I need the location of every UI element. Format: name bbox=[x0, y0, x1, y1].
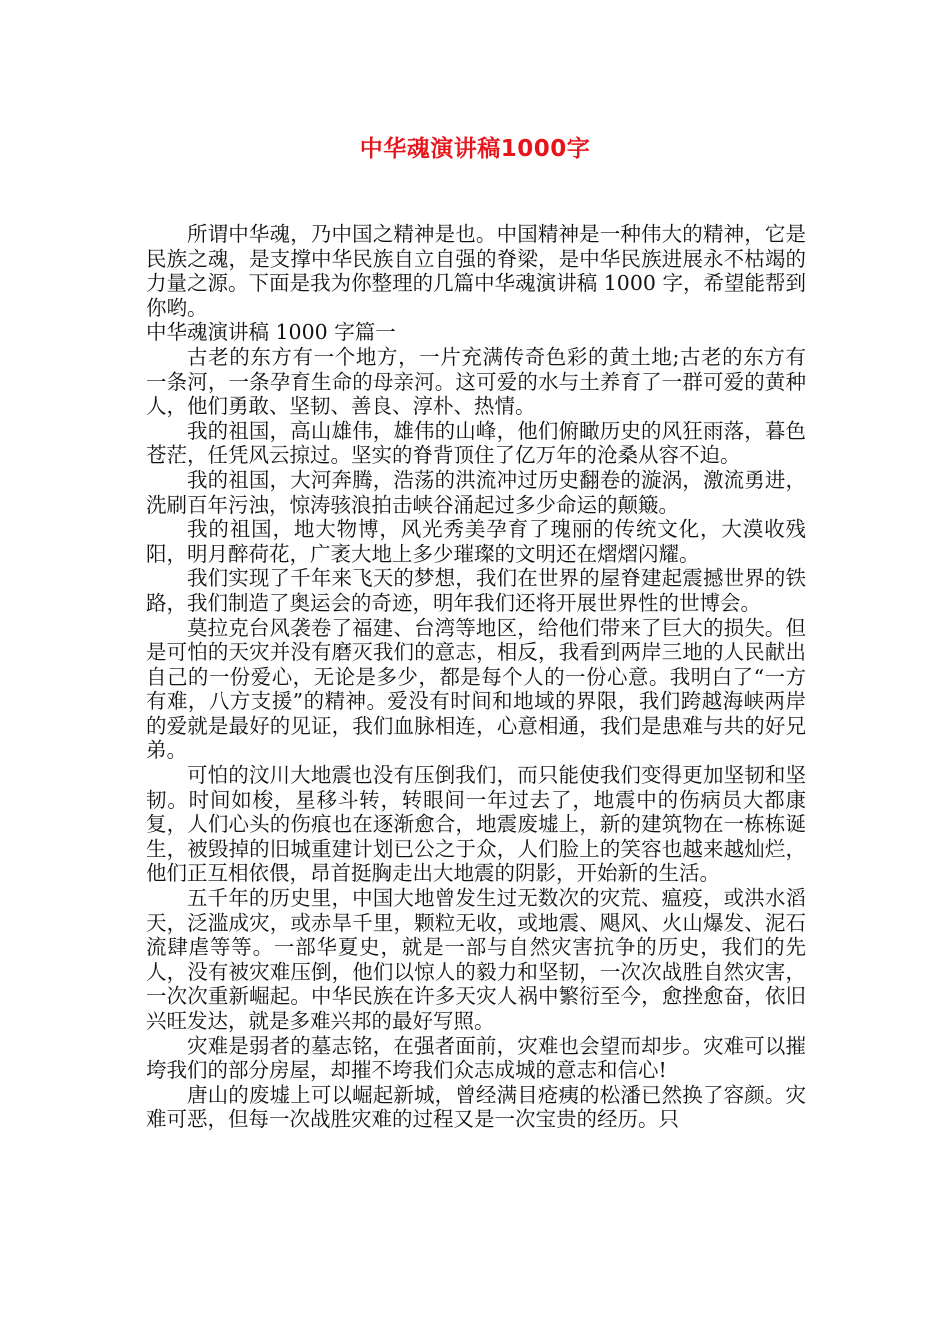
body-paragraph: 可怕的汶川大地震也没有压倒我们，而只能使我们变得更加坚韧和坚韧。时间如梭，星移斗转，转眼间一年过去了，地震中的伤病员大都康复，人们心头的伤痕也在逐渐愈合，地震废墟上，新的建筑物在一栋栋诞生，被毁掉的旧城重建计划已公之于众，人们脸上的笑容也越来越灿烂，他们正互相依偎，昂首挺胸走出大地震的阴影，开始新的生活。 bbox=[146, 763, 806, 886]
document-title: 中华魂演讲稿1000字 bbox=[359, 136, 591, 162]
document-body bbox=[146, 222, 806, 1132]
body-paragraph: 我的祖国，高山雄伟，雄伟的山峰，他们俯瞰历史的风狂雨落，暮色苍茫，任凭风云掠过。坚实的脊背顶住了亿万年的沧桑从容不迫。 bbox=[146, 418, 806, 468]
body-paragraph: 古老的东方有一个地方，一片充满传奇色彩的黄土地;古老的东方有一条河，一条孕育生命的母亲河。这可爱的水与土养育了一群可爱的黄种人，他们勇敢、坚韧、善良、淳朴、热情。 bbox=[146, 344, 806, 419]
body-paragraph: 莫拉克台风袭卷了福建、台湾等地区，给他们带来了巨大的损失。但是可怕的天灾并没有磨灭我们的意志，相反，我看到两岸三地的人民献出自己的一份爱心，无论是多少，都是每个人的一份心意。我明白了“一方有难，八方支援”的精神。爱没有时间和地域的界限，我们跨越海峡两岸的爱就是最好的见证，我们血脉相连，心意相通，我们是患难与共的好兄弟。 bbox=[146, 615, 806, 763]
body-paragraph: 我们实现了千年来飞天的梦想，我们在世界的屋脊建起震撼世界的铁路，我们制造了奥运会的奇迹，明年我们还将开展世界性的世博会。 bbox=[146, 566, 806, 615]
intro-paragraph: 所谓中华魂，乃中国之精神是也。中国精神是一种伟大的精神，它是民族之魂，是支撑中华民族自立自强的脊梁，是中华民族进展永不枯竭的力量之源。下面是我为你整理的几篇中华魂演讲稿 1000 字，希望能帮到你哟。 bbox=[146, 222, 806, 320]
body-paragraph: 唐山的废墟上可以崛起新城，曾经满目疮痍的松潘已然换了容颜。灾难可恶，但每一次战胜灾难的过程又是一次宝贵的经历。只 bbox=[146, 1082, 806, 1132]
body-paragraph: 灾难是弱者的墓志铭，在强者面前，灾难也会望而却步。灾难可以摧垮我们的部分房屋，却摧不垮我们众志成城的意志和信心! bbox=[146, 1033, 806, 1083]
body-paragraph: 五千年的历史里，中国大地曾发生过无数次的灾荒、瘟疫，或洪水滔天，泛滥成灾，或赤旱千里，颗粒无收，或地震、飓风、火山爆发、泥石流肆虐等等。一部华夏史，就是一部与自然灾害抗争的历史，我们的先人，没有被灾难压倒，他们以惊人的毅力和坚韧，一次次战胜自然灾害，一次次重新崛起。中华民族在许多天灾人祸中繁衍至今，愈挫愈奋，依旧兴旺发达，就是多难兴邦的最好写照。 bbox=[146, 886, 806, 1033]
body-paragraph: 我的祖国，大河奔腾，浩荡的洪流冲过历史翻卷的漩涡，激流勇进，洗刷百年污浊，惊涛骇浪拍击峡谷涌起过多少命运的颠簸。 bbox=[146, 467, 806, 517]
section-heading: 中华魂演讲稿 1000 字篇一 bbox=[146, 320, 396, 345]
body-paragraph: 我的祖国，地大物博，风光秀美孕育了瑰丽的传统文化，大漠收残阳，明月醉荷花，广袤大地上多少璀璨的文明还在熠熠闪耀。 bbox=[146, 517, 806, 566]
